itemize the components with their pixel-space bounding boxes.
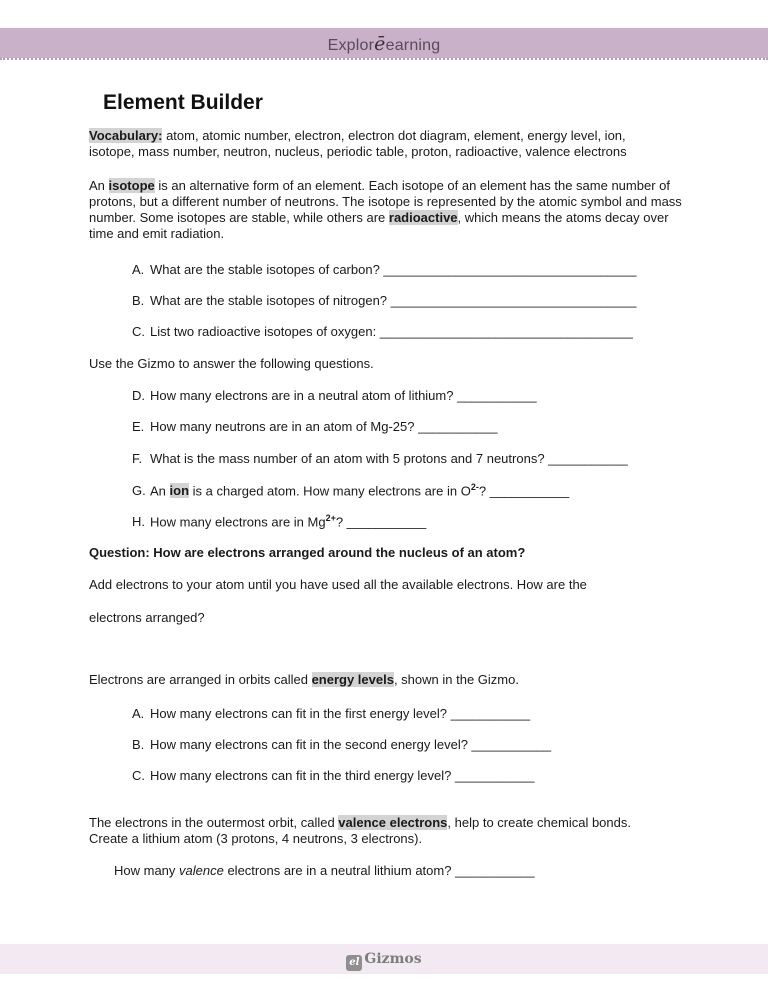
energy-levels-paragraph: [89, 672, 519, 688]
question-text: How many electrons are in a neutral atom of lithium? ___________: [150, 388, 537, 403]
valence-text-post: , help to create chemical bonds.: [447, 815, 631, 830]
valence-electrons-term: valence electrons: [338, 815, 448, 830]
radioactive-term: radioactive: [388, 210, 458, 225]
ion-term: ion: [169, 483, 190, 499]
energy-question-b: [132, 737, 551, 752]
gizmos-logo: [0, 951, 768, 971]
question-g: [132, 482, 569, 498]
explorelearning-logo: [0, 33, 768, 55]
question-letter: C.: [132, 324, 145, 339]
question-text: How many electrons can fit in the third energy level? ___________: [150, 768, 535, 783]
charge-superscript: 2-: [470, 482, 479, 492]
question-letter: G.: [132, 483, 146, 499]
question-letter: E.: [132, 419, 145, 434]
logo-left-text: Explor: [327, 37, 375, 54]
question-d: [132, 388, 537, 403]
valence-question-emphasis: valence: [179, 863, 224, 878]
question-text: How many neutrons are in an atom of Mg-25? ___________: [150, 419, 498, 434]
question-a-isotopes-carbon: [132, 262, 636, 277]
question-text-pre: How many electrons are in Mg: [150, 514, 326, 530]
charge-superscript: 2+: [325, 513, 336, 523]
valence-question-pre: How many: [114, 863, 180, 878]
question-text: How many electrons can fit in the second energy level? ___________: [150, 737, 552, 752]
isotope-text-2: is an alternative form of an element. Each isotope of an element has the same number of protons, but a different number of neutrons. The isotope is represented by the atomic symbol and mass number. Some isotopes are stable, while others are: [89, 178, 682, 225]
isotope-term: isotope: [108, 178, 155, 193]
header-dotted-rule: [0, 58, 768, 60]
valence-text-pre: The electrons in the outermost orbit, called: [89, 815, 339, 830]
question-text: What is the mass number of an atom with 5 protons and 7 neutrons? ___________: [150, 451, 628, 466]
isotope-text-3: , which means the atoms decay over time and emit radiation.: [89, 210, 669, 241]
question-text: How many electrons can fit in the first energy level? ___________: [150, 706, 531, 721]
vocabulary-label: Vocabulary:: [89, 128, 163, 143]
isotope-paragraph: [89, 178, 686, 242]
question-letter: A.: [132, 262, 145, 277]
energy-text-post: , shown in the Gizmo.: [393, 672, 519, 687]
question-letter: F.: [132, 451, 143, 466]
valence-text-line-2: Create a lithium atom (3 protons, 4 neutrons, 3 electrons).: [89, 831, 423, 846]
question-letter: H.: [132, 514, 145, 530]
question-text: What are the stable isotopes of carbon? ___________________________________: [150, 262, 637, 277]
energy-text-pre: Electrons are arranged in orbits called: [89, 672, 312, 687]
question-letter: A.: [132, 706, 145, 721]
valence-question-post: electrons are in a neutral lithium atom? ___________: [223, 863, 535, 878]
arrange-prompt-line-2: electrons arranged?: [89, 610, 205, 625]
question-f: [132, 451, 628, 466]
energy-question-a: [132, 706, 530, 721]
question-text-post: ? ___________: [335, 514, 427, 530]
energy-levels-term: energy levels: [311, 672, 394, 687]
question-heading: Question: How are electrons arranged around the nucleus of an atom?: [89, 545, 526, 560]
question-b-isotopes-nitrogen: [132, 293, 636, 308]
valence-question: [114, 863, 535, 879]
gizmos-badge-icon: el: [346, 955, 362, 971]
question-letter: B.: [132, 737, 145, 752]
question-text-mid: is a charged atom. How many electrons are in O: [189, 483, 471, 499]
energy-question-c: [132, 768, 534, 783]
logo-right-text: earning: [385, 37, 441, 54]
vocabulary-line-2: isotope, mass number, neutron, nucleus, periodic table, proton, radioactive, valence electrons: [89, 144, 627, 159]
valence-paragraph: [89, 815, 631, 847]
question-e: [132, 419, 498, 434]
question-letter: D.: [132, 388, 145, 403]
question-c-isotopes-oxygen: [132, 324, 633, 339]
vocabulary-line-1: atom, atomic number, electron, electron dot diagram, element, energy level, ion,: [162, 128, 626, 143]
question-text-pre: An: [150, 483, 170, 499]
question-h: [132, 513, 426, 529]
question-text-post: ? ___________: [478, 483, 570, 499]
page-title: Element Builder: [103, 91, 263, 114]
question-letter: B.: [132, 293, 145, 308]
logo-swirl-letter: ē: [374, 33, 386, 55]
arrange-prompt-line-1: Add electrons to your atom until you have used all the available electrons. How are the: [89, 577, 587, 592]
vocabulary-block: [89, 128, 689, 160]
question-text: What are the stable isotopes of nitrogen? __________________________________: [150, 293, 637, 308]
question-text: List two radioactive isotopes of oxygen: ___________________________________: [150, 324, 633, 339]
gizmos-logo-text: Gizmos: [364, 951, 422, 967]
question-letter: C.: [132, 768, 145, 783]
isotope-text-1: An: [89, 178, 109, 193]
gizmo-intro: Use the Gizmo to answer the following questions.: [89, 356, 374, 371]
